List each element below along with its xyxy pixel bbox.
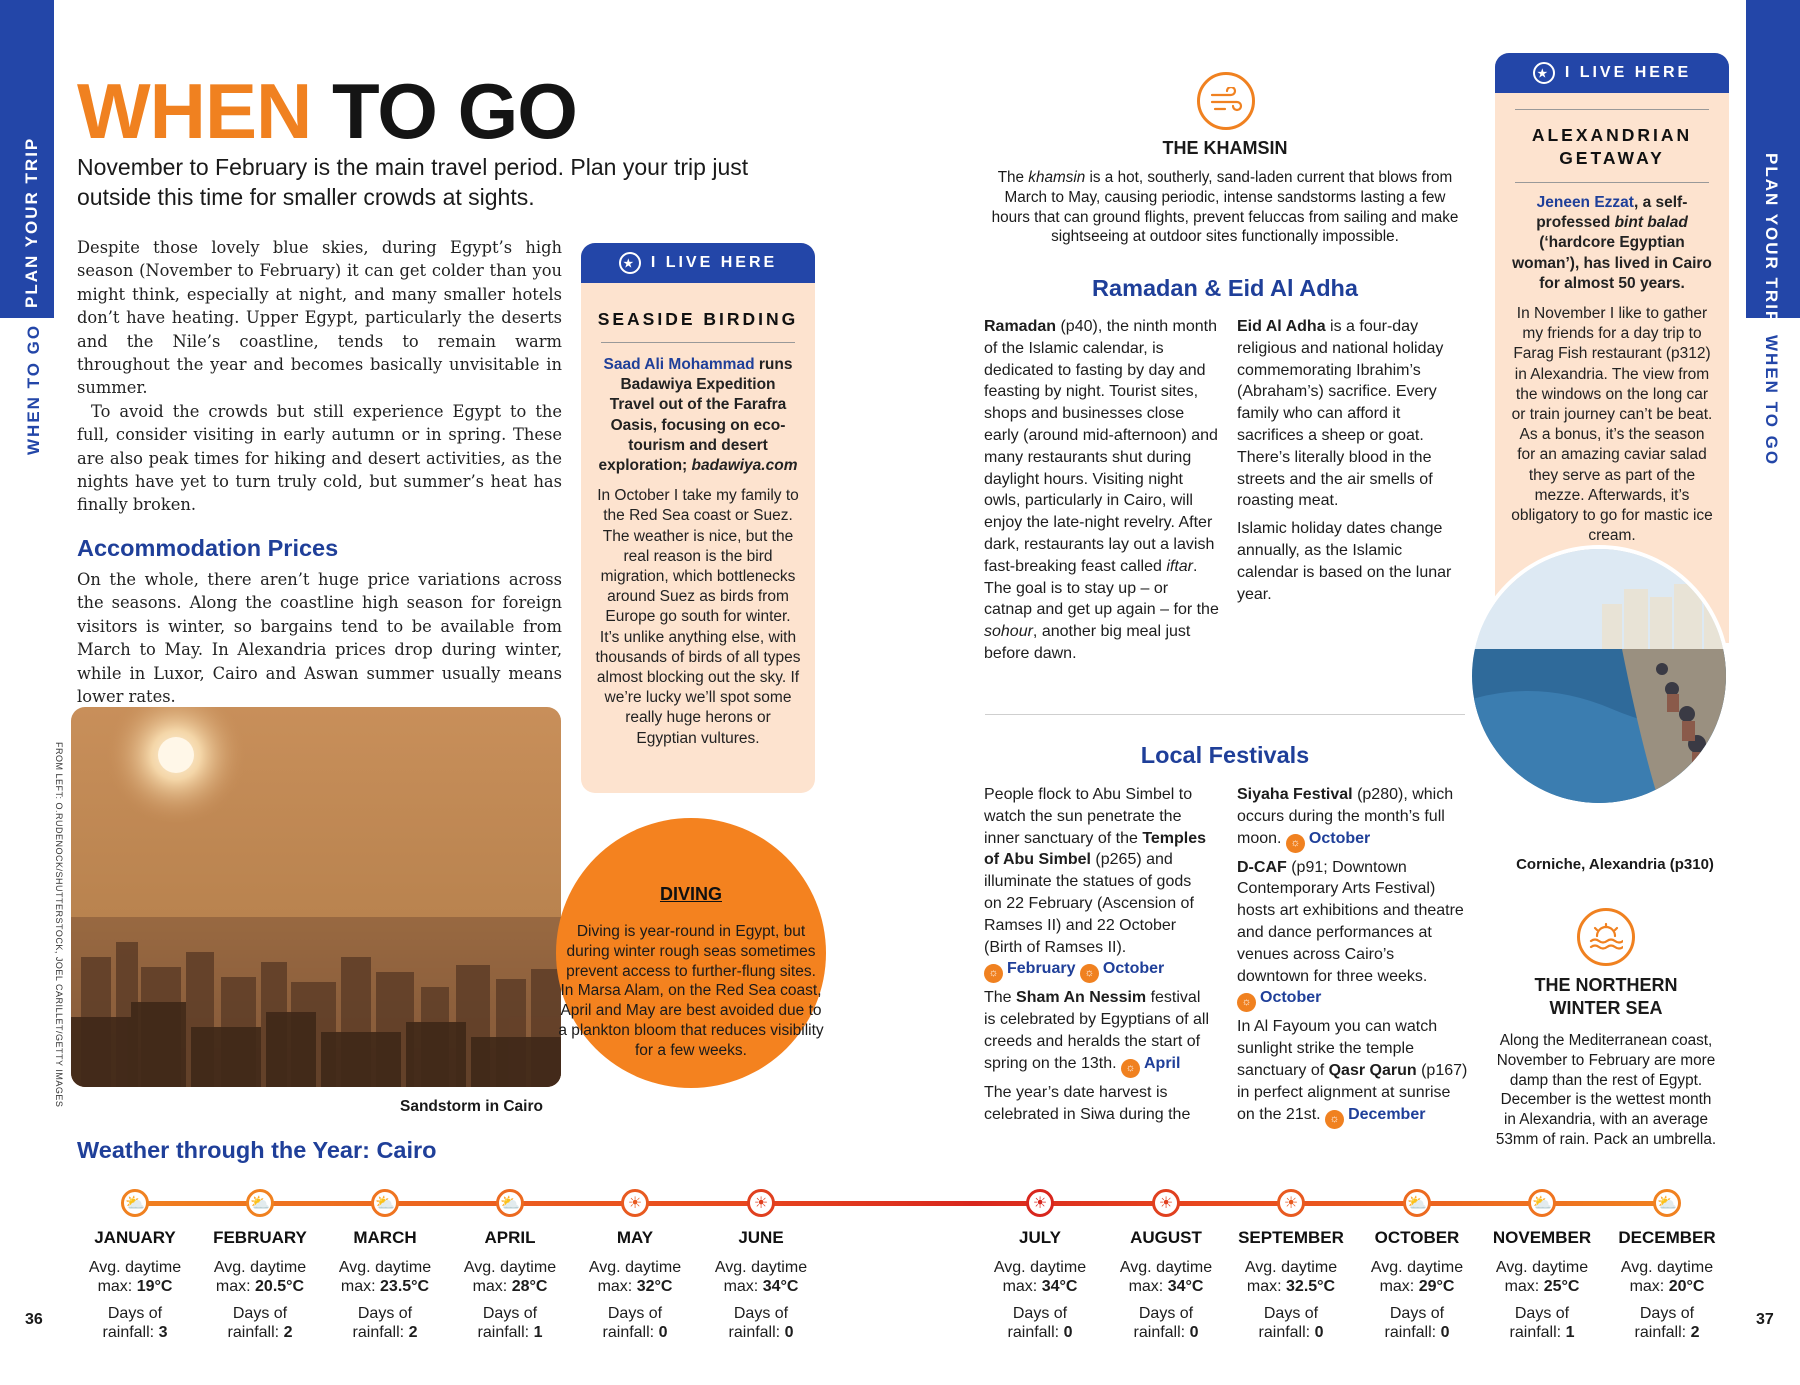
sun-icon: ☀	[621, 1189, 649, 1217]
star-badge-icon: ★	[619, 252, 641, 274]
date-harvest-item: The year’s date harvest is celebrated in Siwa during the	[984, 1083, 1191, 1123]
qasr-bold: Qasr Qarun	[1328, 1061, 1417, 1079]
ramadan-bold: Ramadan	[984, 318, 1057, 335]
sun-cloud-icon: ⛅	[1653, 1189, 1681, 1217]
month-name: DECEMBER	[1618, 1228, 1716, 1247]
sun-cloud-icon: ☼	[1286, 834, 1305, 853]
alexandrian-bio-2: (‘hardcore Egyptian woman’), has lived in Cairo for almost 50 years.	[1512, 234, 1712, 292]
festivals-heading: Local Festivals	[1140, 742, 1310, 768]
northern-title	[1490, 974, 1722, 1020]
tag-october	[1237, 989, 1322, 1009]
corniche-image	[1472, 549, 1730, 807]
iftar-term: iftar	[1166, 557, 1193, 575]
ramadan-text-3: , another big meal just before dawn.	[984, 623, 1191, 662]
month-name: SEPTEMBER	[1238, 1228, 1344, 1247]
alexandrian-title-line-1: ALEXANDRIAN	[1531, 125, 1693, 145]
month-name: MARCH	[353, 1228, 417, 1247]
alexandrian-title	[1495, 124, 1729, 170]
alexandrian-bio	[1511, 193, 1713, 294]
ramadan-heading: Ramadan & Eid Al Adha	[1092, 275, 1358, 301]
khamsin-text-pre: The	[997, 169, 1029, 186]
month-name: NOVEMBER	[1492, 1228, 1592, 1247]
month-name: APRIL	[484, 1228, 536, 1247]
qasr-text-1: In Al Fayoum you can watch sunlight strike the temple sanctuary of	[1237, 1018, 1438, 1079]
month-rainfall: Days of rainfall: 2	[227, 1305, 293, 1341]
sun-cloud-icon: ⛅	[246, 1189, 274, 1217]
live-here-label: I LIVE HERE	[650, 254, 778, 271]
ramadan-text-2: . The goal is to stay up – or catnap and get up again – for the	[984, 557, 1219, 619]
dcaf-text: (p91; Downtown Contemporary Arts Festival) hosts art exhibitions and theatre and dance performances at venues across Cairo’s downtown for three weeks.	[1237, 858, 1464, 985]
sun-cloud-icon: ☼	[1080, 964, 1099, 983]
tag-october-label: October	[1102, 960, 1165, 978]
sun-cloud-icon: ☼	[984, 964, 1003, 983]
festivals-col-left	[984, 784, 1210, 1125]
side-tab-right-label: PLAN YOUR TRIP	[1762, 153, 1781, 325]
seaside-site: badawiya.com	[691, 457, 798, 475]
page-title	[77, 67, 577, 155]
sun-icon: ☀	[1026, 1189, 1054, 1217]
weather-month	[1226, 1228, 1356, 1342]
tag-october-label: October	[1308, 829, 1371, 847]
sun-cloud-icon: ⛅	[1403, 1189, 1431, 1217]
eid-text-body: is a four-day religious and national holiday commemorating Ibrahim’s (Abraham’s) sacrifice. Every family who can afford it sacrifices a sheep or goat. There’s literally blood in the streets and the air smells of roasting meat.	[1237, 318, 1444, 510]
month-rainfall: Days of rainfall: 2	[1634, 1305, 1700, 1341]
eid-bold: Eid Al Adha	[1237, 318, 1326, 335]
sun-icon: ☀	[1152, 1189, 1180, 1217]
month-rainfall: Days of rainfall: 1	[477, 1305, 543, 1341]
month-rainfall: Days of rainfall: 3	[102, 1305, 168, 1341]
alexandrian-text: In November I like to gather my friends for a day trip to Farag Fish restaurant (p312) in Alexandria. The view from the windows on the long car or train journey can’t be beat. As a bonus, it’s the season for an amazing caviar salad they serve as part of the mezze. Afterwards, it’s obligatory to go for mastic ice cream.	[1511, 305, 1713, 545]
festivals-col-right	[1237, 784, 1469, 1129]
corniche-photo	[1468, 545, 1730, 807]
month-temperature: Avg. daytime max: 29°C	[1370, 1259, 1464, 1295]
dcaf-item	[1237, 857, 1469, 1013]
month-name: JUNE	[738, 1228, 784, 1247]
tag-december-label: December	[1348, 1105, 1426, 1123]
left-body	[77, 236, 562, 708]
month-name: OCTOBER	[1374, 1228, 1460, 1247]
sun-icon: ☀	[747, 1189, 775, 1217]
page-number-left: 36	[25, 1311, 43, 1328]
month-rainfall: Days of rainfall: 2	[352, 1305, 418, 1341]
abu-text-1: People flock to Abu Simbel to watch the sun penetrate the inner sanctuary of the	[984, 786, 1193, 847]
sandstorm-caption: Sandstorm in Cairo	[400, 1098, 543, 1115]
eid-text	[1237, 316, 1465, 605]
live-here-header	[1495, 53, 1729, 93]
alexandrian-bio-1: , a self-professed	[1536, 194, 1688, 232]
month-temperature: Avg. daytime max: 34°C	[714, 1259, 808, 1295]
sun-over-sea-icon	[1577, 908, 1635, 966]
month-temperature: Avg. daytime max: 23.5°C	[338, 1259, 432, 1295]
northern-title-line-2: WINTER SEA	[1549, 998, 1663, 1018]
month-temperature: Avg. daytime max: 20°C	[1620, 1259, 1714, 1295]
seaside-bio-text: runs Badawiya Expedition Travel out of the Farafra Oasis, focusing on eco-tourism and desert exploration;	[598, 356, 793, 475]
tag-february	[984, 960, 1076, 980]
section-divider	[985, 714, 1465, 715]
sun-cloud-icon: ☼	[1121, 1059, 1140, 1078]
accommodation-heading: Accommodation Prices	[77, 534, 339, 561]
alexandrian-title-line-2: GETAWAY	[1559, 148, 1665, 168]
intro-text: November to February is the main travel period. Plan your trip just outside this time for smaller crowds at sights.	[77, 154, 749, 210]
eid-paragraph	[1237, 316, 1465, 512]
title-when: WHEN	[77, 67, 312, 155]
month-rainfall: Days of rainfall: 0	[1384, 1305, 1450, 1341]
tag-october	[1080, 960, 1165, 980]
qasr-item	[1237, 1016, 1469, 1128]
eid-paragraph-2: Islamic holiday dates change annually, as the Islamic calendar is based on the lunar year.	[1237, 520, 1452, 603]
corniche-caption: Corniche, Alexandria (p310)	[1516, 856, 1714, 873]
side-tab-right-section: WHEN TO GO	[1762, 335, 1781, 467]
sun-icon: ☀	[1277, 1189, 1305, 1217]
photo-credit: FROM LEFT: O.RUDENOCK/SHUTTERSTOCK, JOEL CARILLET/GETTY IMAGES	[54, 742, 64, 1108]
month-rainfall: Days of rainfall: 0	[602, 1305, 668, 1341]
divider	[1515, 109, 1709, 110]
side-tab-left-section: WHEN TO GO	[24, 323, 43, 455]
side-tab-left-label: PLAN YOUR TRIP	[22, 136, 41, 308]
sun-cloud-icon: ☼	[1237, 993, 1256, 1012]
siyaha-item	[1237, 784, 1469, 853]
diving-circle	[556, 818, 826, 1088]
month-name: JANUARY	[94, 1228, 176, 1247]
month-temperature: Avg. daytime max: 28°C	[463, 1259, 557, 1295]
khamsin-text	[985, 168, 1465, 247]
month-rainfall: Days of rainfall: 1	[1509, 1305, 1575, 1341]
month-name: JULY	[1019, 1228, 1061, 1247]
live-here-label: I LIVE HERE	[1564, 64, 1692, 81]
khamsin-title: THE KHAMSIN	[1162, 138, 1288, 158]
sun-cloud-icon: ⛅	[1528, 1189, 1556, 1217]
weather-month	[70, 1228, 200, 1342]
month-rainfall: Days of rainfall: 0	[1258, 1305, 1324, 1341]
sun-cloud-icon: ⛅	[121, 1189, 149, 1217]
khamsin-text-em: khamsin	[1028, 169, 1086, 186]
sham-text-2: festival is celebrated by Egyptians of all creeds and heralds the start of spring on the 13th.	[984, 989, 1210, 1072]
month-temperature: Avg. daytime max: 34°C	[1119, 1259, 1213, 1295]
month-temperature: Avg. daytime max: 34°C	[993, 1259, 1087, 1295]
ramadan-text-1: (p40), the ninth month of the Islamic calendar, is dedicated to fasting by day and feasting by night. Tourist sites, shops and businesses close early (around mid-afternoon) and many restaurants shut during daylight hours. Visiting night owls, particularly in Cairo, will enjoy the late-night revelry. After dark, restaurants lay out a lavish fast-breaking feast called	[984, 318, 1218, 575]
month-name: MAY	[616, 1228, 654, 1247]
month-name: FEBRUARY	[213, 1228, 307, 1247]
weather-month	[975, 1228, 1105, 1342]
diving-text: Diving is year-round in Egypt, but during winter rough seas sometimes prevent access to further-flung sites. In Marsa Alam, on the Red Sea coast, April and May are best avoided due to a plankton bloom that reduces visibility for a few weeks.	[558, 923, 824, 1059]
weather-month	[570, 1228, 700, 1342]
dcaf-bold: D-CAF	[1237, 858, 1287, 876]
month-temperature: Avg. daytime max: 25°C	[1495, 1259, 1589, 1295]
weather-timeline	[126, 1201, 1666, 1206]
tag-october	[1286, 830, 1370, 847]
northern-text: Along the Mediterranean coast, November to February are more damp than the rest of Egypt. December is the wettest month in Alexandria, with an average 53mm of rain. Pack an umbrella.	[1495, 1032, 1717, 1148]
khamsin-text-post: is a hot, southerly, sand-laden current that blows from March to May, causing periodic, intense sandstorms lasting a few hours that can ground flights, prevent feluccas from sailing and make sightseeing at outdoor sites functionally impossible.	[991, 169, 1459, 246]
siyaha-text: (p280), which occurs during the month’s full moon.	[1237, 786, 1454, 847]
seaside-title: SEASIDE BIRDING	[597, 309, 799, 329]
sohour-term: sohour	[984, 623, 1033, 641]
month-temperature: Avg. daytime max: 19°C	[88, 1259, 182, 1295]
weather-month	[445, 1228, 575, 1342]
seaside-birding-box	[581, 243, 815, 793]
weather-month	[1352, 1228, 1482, 1342]
sun-cloud-icon: ☼	[1325, 1110, 1344, 1129]
month-temperature: Avg. daytime max: 32.5°C	[1244, 1259, 1338, 1295]
weather-month	[195, 1228, 325, 1342]
divider	[601, 342, 795, 343]
tag-april	[1121, 1055, 1180, 1072]
live-here-header	[581, 243, 815, 283]
month-rainfall: Days of rainfall: 0	[728, 1305, 794, 1341]
sun-cloud-icon: ⛅	[496, 1189, 524, 1217]
accommodation-text: On the whole, there aren’t huge price variations across the seasons. Along the coastline high season for foreign visitors is winter, so bargains tend to be available from March to May. In Alexandria prices drop during winter, while in Luxor, Cairo and Aswan summer usually means lower rates.	[77, 569, 562, 706]
star-badge-icon: ★	[1533, 62, 1555, 84]
sandstorm-image	[71, 707, 561, 1087]
seaside-bio	[597, 355, 799, 476]
diving-title: DIVING	[659, 884, 722, 904]
siyaha-bold: Siyaha Festival	[1237, 786, 1353, 803]
abu-text-2: (p265) and illuminate the statues of gods on 22 February (Ascension of Ramses II) and 22 October (Birth of Ramses II).	[984, 851, 1194, 956]
tag-february-label: February	[1007, 960, 1076, 978]
qasr-text-2: (p167) in perfect alignment at sunrise on the 21st.	[1237, 1061, 1468, 1123]
divider	[1515, 182, 1709, 183]
tag-april-label: April	[1144, 1054, 1181, 1072]
month-temperature: Avg. daytime max: 32°C	[588, 1259, 682, 1295]
month-name: AUGUST	[1130, 1228, 1202, 1247]
title-to-go: TO GO	[331, 67, 577, 155]
seaside-name: Saad Ali Mohammad	[603, 356, 755, 373]
alexandrian-name: Jeneen Ezzat	[1536, 194, 1634, 211]
tag-december	[1325, 1106, 1425, 1123]
weather-month	[1101, 1228, 1231, 1342]
month-rainfall: Days of rainfall: 0	[1133, 1305, 1199, 1341]
sham-text-1: The	[984, 989, 1017, 1007]
sham-item	[984, 987, 1210, 1077]
weather-month	[320, 1228, 450, 1342]
northern-title-line-1: THE NORTHERN	[1534, 975, 1678, 995]
weather-month	[696, 1228, 826, 1342]
tag-october-label: October	[1260, 989, 1322, 1007]
weather-month	[1477, 1228, 1607, 1342]
page-number-right: 37	[1756, 1311, 1774, 1328]
weather-month	[1602, 1228, 1732, 1342]
month-rainfall: Days of rainfall: 0	[1007, 1305, 1073, 1341]
seaside-text: In October I take my family to the Red Sea coast or Suez. The weather is nice, but the real reason is the bird migration, which bottlenecks around Suez as birds from Europe go south for winter. It’s unlike anything else, with thousands of birds of all types almost blocking out the sky. If we’re lucky we’ll spot some really huge herons or Egyptian vultures.	[595, 487, 801, 747]
abu-simbel-item	[984, 784, 1210, 983]
body-paragraph-1: Despite those lovely blue skies, during Egypt’s high season (November to February) it can get colder than you might think, especially at night, and many smaller hotels don’t have heating. Upper Egypt, particularly the deserts and the Nile’s coastline, tends to remain warm throughout the year and becomes basically unvisitable in summer.	[77, 238, 562, 398]
wind-icon	[1197, 72, 1255, 130]
sandstorm-photo	[71, 707, 561, 1087]
body-paragraph-2: To avoid the crowds but still experience Egypt to the full, consider visiting in early autumn or in spring. These are also peak times for hiking and desert activities, as the nights have yet to turn truly cold, but summer’s heat has finally broken.	[77, 401, 562, 515]
abu-bold: Temples of Abu Simbel	[984, 829, 1207, 869]
sun-cloud-icon: ⛅	[371, 1189, 399, 1217]
sham-bold: Sham An Nessim	[1016, 989, 1147, 1007]
weather-heading: Weather through the Year: Cairo	[77, 1137, 437, 1163]
month-temperature: Avg. daytime max: 20.5°C	[213, 1259, 307, 1295]
ramadan-text	[984, 316, 1220, 665]
alexandrian-bio-em: bint balad	[1614, 214, 1688, 232]
